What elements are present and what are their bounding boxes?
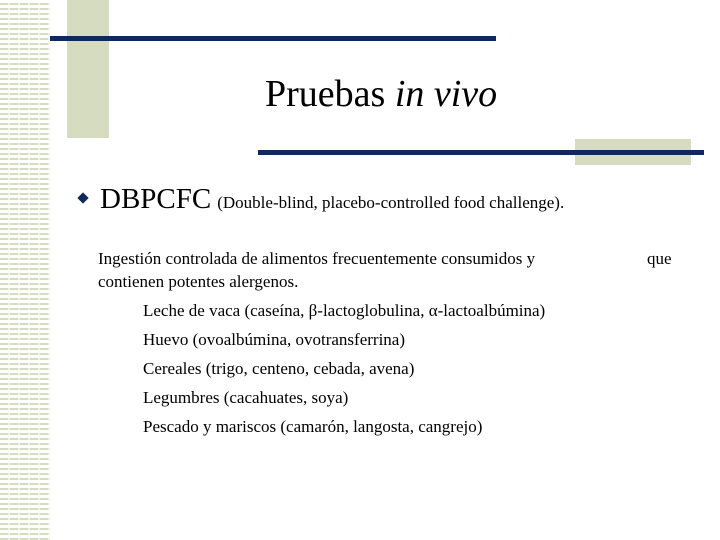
title-italic-text: in vivo — [394, 73, 498, 115]
title-rule-top — [50, 36, 496, 41]
paragraph-line-1-end: que — [647, 249, 672, 268]
decorative-stripes — [0, 0, 50, 540]
title-rule-bottom — [258, 150, 704, 155]
food-item: Leche de vaca (caseína, β-lactoglobulina, α-lactoalbúmina) — [143, 301, 546, 320]
food-item: Huevo (ovoalbúmina, ovotransferrina) — [143, 330, 405, 349]
food-item: Cereales (trigo, centeno, cebada, avena) — [143, 359, 415, 378]
paragraph-line-1: Ingestión controlada de alimentos frecuentemente consumidos y — [98, 249, 536, 268]
food-item: Pescado y mariscos (camarón, langosta, cangrejo) — [143, 417, 483, 436]
bullet-item — [76, 183, 564, 216]
decorative-block-top — [67, 0, 109, 138]
bullet-expansion: (Double-blind, placebo-controlled food challenge). — [217, 193, 565, 212]
bullet-term: DBPCFC — [100, 183, 212, 215]
food-item: Legumbres (cacahuates, soya) — [143, 388, 349, 407]
slide-title — [265, 72, 497, 116]
diamond-bullet-icon — [77, 192, 88, 203]
title-text: Pruebas — [265, 73, 395, 115]
paragraph-line-2: contienen potentes alergenos. — [98, 272, 299, 291]
